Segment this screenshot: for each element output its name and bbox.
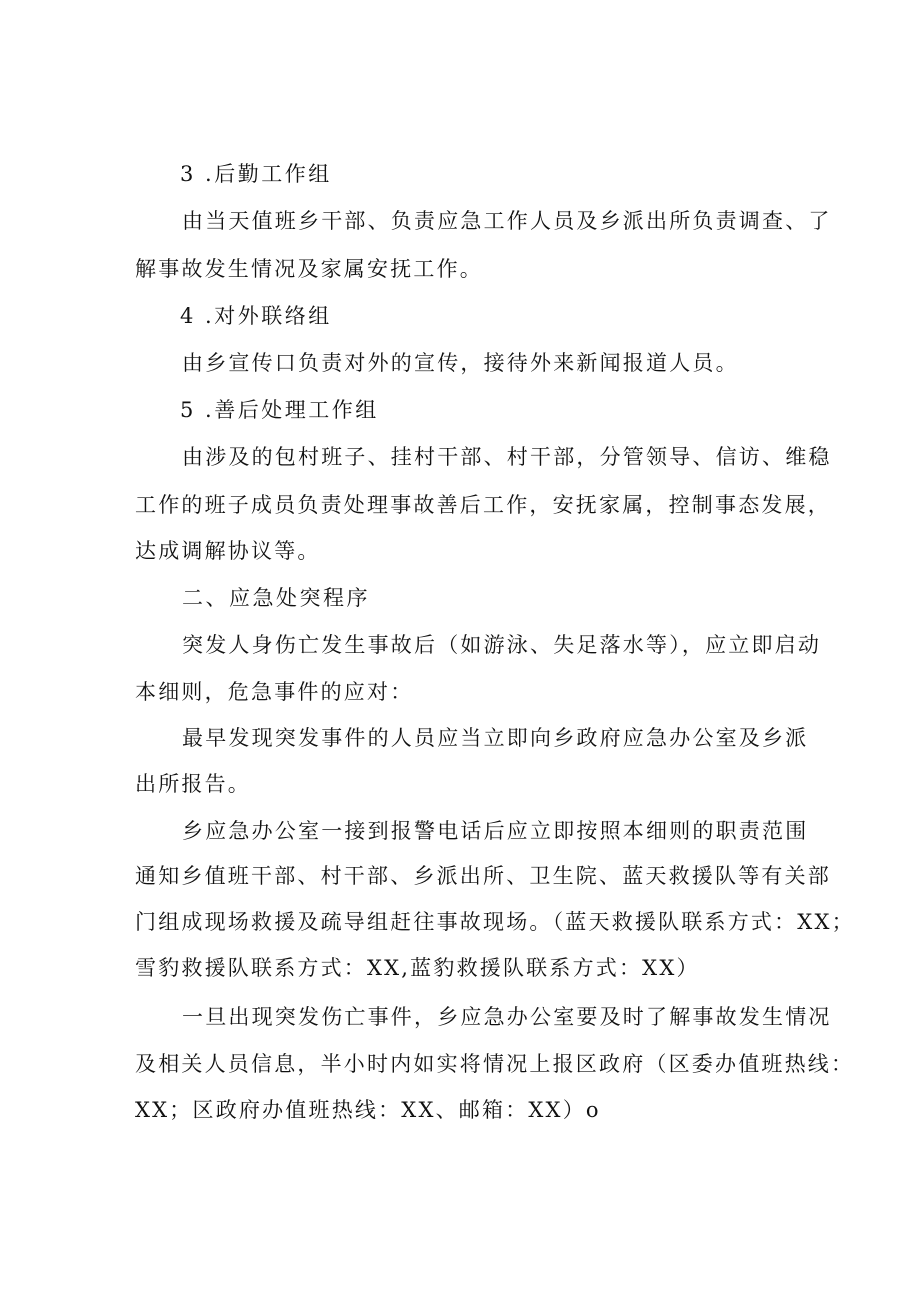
- section4-heading: 4 .对外联络组: [180, 304, 332, 328]
- section5-body-line2: 工作的班子成员负责处理事故善后工作，安抚家属，控制事态发展，: [135, 493, 831, 517]
- section3-body-line1: 由当天值班乡干部、负责应急工作人员及乡派出所负责调查、了: [182, 209, 832, 233]
- para4-line2: 及相关人员信息，半小时内如实将情况上报区政府（区委办值班热线：: [135, 1052, 855, 1076]
- section3-heading: 3 .后勤工作组: [180, 162, 332, 186]
- para3-line3: 门组成现场救援及疏导组赶往事故现场。（蓝天救援队联系方式：XX；: [135, 910, 855, 934]
- section5-body-line1: 由涉及的包村班子、挂村干部、村干部，分管领导、信访、维稳: [182, 445, 832, 469]
- para4-line1: 一旦出现突发伤亡事件，乡应急办公室要及时了解事故发生情况: [182, 1005, 832, 1029]
- section4-body: 由乡宣传口负责对外的宣传，接待外来新闻报道人员。: [182, 351, 739, 375]
- part2-heading: 二、应急处突程序: [182, 586, 370, 610]
- para3-line1: 乡应急办公室一接到报警电话后应立即按照本细则的职责范围: [182, 819, 809, 843]
- section5-body-line3: 达成调解协议等。: [135, 539, 321, 563]
- section5-heading: 5 .善后处理工作组: [180, 398, 379, 422]
- para1-line2: 本细则，危急事件的应对：: [135, 680, 414, 704]
- para3-line4: 雪豹救援队联系方式：XX,蓝豹救援队联系方式：XX）: [135, 956, 700, 980]
- para2-line2: 出所报告。: [135, 772, 251, 796]
- para2-line1: 最早发现突发事件的人员应当立即向乡政府应急办公室及乡派: [182, 726, 809, 750]
- para4-line3: XX；区政府办值班热线：XX、邮箱：XX）o: [135, 1098, 601, 1122]
- section3-body-line2: 解事故发生情况及家属安抚工作。: [135, 257, 483, 281]
- para1-line1: 突发人身伤亡发生事故后（如游泳、失足落水等），应立即启动: [182, 633, 822, 657]
- para3-line2: 通知乡值班干部、村干部、乡派出所、卫生院、蓝天救援队等有关部: [135, 864, 831, 888]
